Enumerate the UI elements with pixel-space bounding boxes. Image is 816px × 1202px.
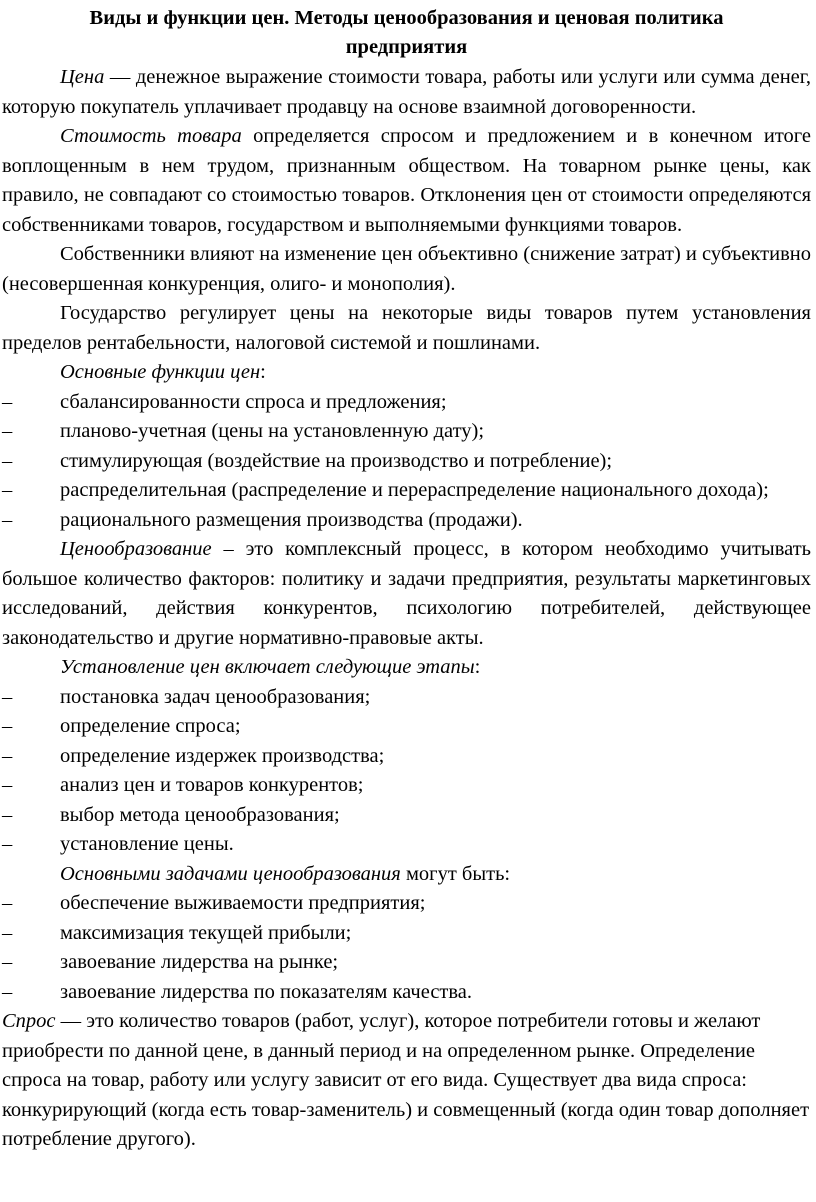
dash-marker: – (2, 744, 13, 767)
dash-marker: – (2, 685, 13, 708)
paragraph-text: – это комплексный процесс, в котором необходимо учитывать большое количество факторов: политику и задачи предприятия, результаты маркетинговых исследований, действия конкурентов, психологию потребителей, действующее законодательство и другие нормативно-правовые акты. (2, 538, 811, 649)
dash-marker: – (2, 921, 13, 944)
list-item (2, 388, 811, 418)
list-item-text: распределительная (распределение и перераспределение национального дохода); (60, 479, 769, 501)
term-value: Стоимость товара (60, 125, 242, 147)
dash-marker: – (2, 479, 13, 501)
functions-list (2, 388, 811, 536)
list-item (2, 978, 811, 1008)
list-item (2, 506, 811, 536)
dash-marker: – (2, 951, 13, 973)
term-demand: Спрос (2, 1010, 56, 1032)
list-item-text: максимизация текущей прибыли; (60, 921, 352, 944)
list-item (2, 830, 811, 860)
dash-marker: – (2, 833, 13, 855)
list-item-text: завоевание лидерства на рынке; (60, 951, 339, 973)
list-item (2, 948, 811, 978)
stages-heading (2, 653, 811, 683)
dash-marker: – (2, 803, 13, 826)
paragraph-state: Государство регулирует цены на некоторые виды товаров путем установления пределов рентабельности, налоговой системой и пошлинами. (2, 302, 811, 354)
list-item-text: завоевание лидерства по показателям качества. (60, 980, 473, 1003)
paragraph-price (2, 63, 811, 122)
list-item-text: постановка задач ценообразования; (60, 685, 371, 708)
dash-marker: – (2, 449, 13, 472)
list-item (2, 742, 811, 772)
paragraph-value (2, 122, 811, 240)
list-item-text: сбалансированности спроса и предложения; (60, 390, 447, 413)
page-title: Виды и функции цен. Методы ценообразования и ценовая политика предприятия (89, 7, 724, 58)
list-item-text: определение спроса; (60, 715, 241, 737)
paragraph-owners: Собственники влияют на изменение цен объективно (снижение затрат) и субъективно (несовершенная конкуренция, олиго- и монополия). (2, 243, 811, 295)
tasks-heading (2, 860, 811, 890)
term-pricing: Ценообразование (60, 538, 212, 560)
functions-heading (2, 358, 811, 388)
list-item-text: обеспечение выживаемости предприятия; (60, 892, 426, 914)
paragraph-text: — денежное выражение стоимости товара, работы или услуги или сумма денег, которую покупатель уплачивает продавцу на основе взаимной договоренности. (2, 66, 811, 118)
list-item (2, 683, 811, 713)
paragraph-text: определяется спросом и предложением и в конечном итоге воплощенным в нем трудом, признанным обществом. На товарном рынке цены, как правило, не совпадают со стоимостью товаров. Отклонения цен от стоимости определяются собственниками товаров, государством и выполняемыми функциями товаров. (2, 125, 811, 236)
list-item (2, 712, 811, 742)
list-item-text: определение издержек производства; (60, 744, 385, 767)
tasks-list (2, 889, 811, 1007)
heading-colon: : (260, 361, 266, 383)
dash-marker: – (2, 390, 13, 413)
heading-colon: : (474, 656, 481, 678)
list-item (2, 476, 811, 506)
stages-heading-text: Установление цен включает следующие этапы (60, 656, 475, 678)
dash-marker: – (2, 508, 13, 531)
stages-list (2, 683, 811, 860)
list-item (2, 447, 811, 477)
dash-marker: – (2, 892, 13, 914)
paragraph-text: — это количество товаров (работ, услуг), которое потребители готовы и желают приобрести по данной цене, в данный период и на определенном рынке. Определение спроса на товар, работу или услугу зависит от его вида. Существует два вида спроса: конкурирующий (когда есть товар-заменитель) и совмещенный (когда один товар дополняет потребление другого). (2, 1010, 810, 1150)
dash-marker: – (2, 715, 13, 737)
tasks-heading-after: могут быть: (400, 862, 511, 885)
list-item-text: планово-учетная (цены на установленную дату); (60, 420, 485, 442)
term-price: Цена (60, 66, 105, 88)
tasks-heading-text: Основными задачами ценообразования (60, 862, 401, 885)
list-item-text: рационального размещения производства (продажи). (60, 508, 523, 531)
functions-heading-text: Основные функции цен (60, 361, 261, 383)
dash-marker: – (2, 420, 13, 442)
list-item (2, 801, 811, 831)
dash-marker: – (2, 774, 13, 796)
list-item (2, 889, 811, 919)
list-item (2, 919, 811, 949)
list-item (2, 417, 811, 447)
paragraph-demand (2, 1007, 811, 1155)
list-item-text: установление цены. (60, 833, 234, 855)
list-item-text: стимулирующая (воздействие на производство и потребление); (60, 449, 613, 472)
list-item-text: выбор метода ценообразования; (60, 803, 340, 826)
paragraph-pricing (2, 535, 811, 653)
dash-marker: – (2, 980, 13, 1003)
list-item (2, 771, 811, 801)
list-item-text: анализ цен и товаров конкурентов; (60, 774, 364, 796)
